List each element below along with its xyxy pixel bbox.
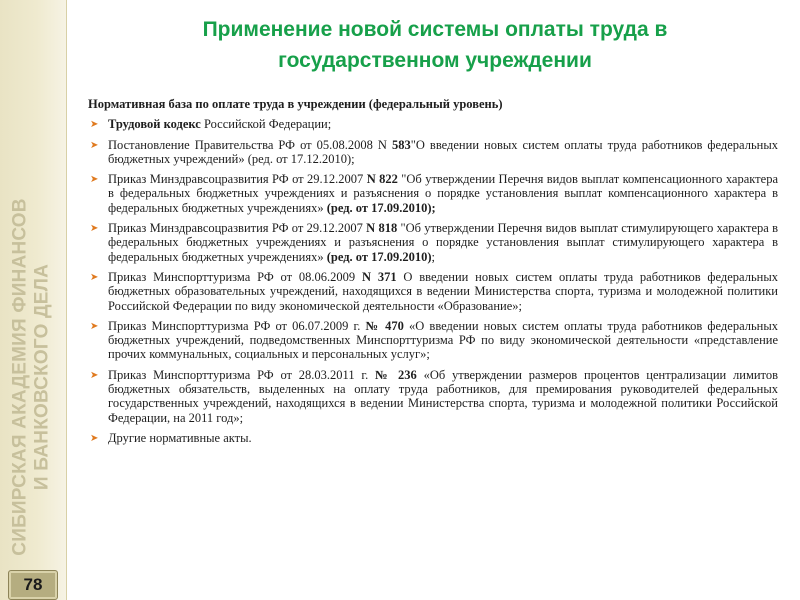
list-item-bold: № 470 <box>365 318 404 333</box>
slide-title <box>90 14 780 76</box>
list-item-bold: № 236 <box>375 367 417 382</box>
list-item-text: Приказ Минспорттуризма РФ от 28.03.2011 г. <box>108 367 376 382</box>
list-item <box>88 270 778 313</box>
slide-title-line2: государственном учреждении <box>278 49 592 72</box>
slide-number: 78 <box>8 570 58 600</box>
regulation-list <box>88 117 778 445</box>
list-item <box>88 117 778 131</box>
sidebar-strip <box>0 0 67 600</box>
list-item <box>88 431 778 445</box>
list-item <box>88 138 778 167</box>
list-item-text: ; <box>431 249 436 264</box>
list-item-bold: 583 <box>392 137 411 152</box>
arrow-bullet-icon: ➤ <box>90 432 99 444</box>
list-item-bold: (ред. от 17.09.2010); <box>326 200 436 215</box>
arrow-bullet-icon: ➤ <box>90 369 99 381</box>
list-item-text: Приказ Минздравсоцразвития РФ от 29.12.2007 <box>108 172 367 187</box>
academy-name-line1: СИБИРСКАЯ АКАДЕМИЯ ФИНАНСОВ <box>10 198 32 556</box>
slide-title-line1: Применение новой системы оплаты труда в <box>202 18 668 41</box>
academy-name <box>6 198 58 556</box>
list-item-bold: N 371 <box>361 269 397 284</box>
list-item-text: Приказ Минспорттуризма РФ от 06.07.2009 г. <box>108 318 366 333</box>
arrow-bullet-icon: ➤ <box>90 223 99 235</box>
list-item-text: О введении новых систем оплаты труда работников федеральных бюджетных образовательных учреждений, находящихся в ведении Министерства спорта, туризма и молодежной политики Российской Федерации по виду экономической деятельности «Образование»; <box>108 269 778 313</box>
list-item-text: Российской Федерации; <box>200 117 332 132</box>
section-heading: Нормативная база по оплате труда в учреждении (федеральный уровень) <box>88 97 503 111</box>
arrow-bullet-icon: ➤ <box>90 139 99 151</box>
list-item-bold: (ред. от 17.09.2010) <box>326 249 432 264</box>
list-item-bold: N 822 <box>366 172 398 187</box>
academy-name-line2: И БАНКОВСКОГО ДЕЛА <box>32 263 54 491</box>
list-item <box>88 221 778 264</box>
list-item <box>88 319 778 362</box>
list-item-text: Приказ Минспорттуризма РФ от 08.06.2009 <box>108 269 362 284</box>
list-item-text: «Об утверждении размеров процентов централизации лимитов бюджетных обязательств, выделенных на оплату труда работников, для премирования руководителей федеральных государственных учреждений, находящихся в ведении Министерства спорта, туризма и молодежной политики Российской Федерации, на 2011 год»; <box>108 367 778 425</box>
list-item-text: Постановление Правительства РФ от 05.08.2008 N <box>108 137 392 152</box>
list-item <box>88 368 778 425</box>
list-item-text: Приказ Минздравсоцразвития РФ от 29.12.2007 <box>108 221 367 236</box>
arrow-bullet-icon: ➤ <box>90 174 99 186</box>
arrow-bullet-icon: ➤ <box>90 271 99 283</box>
list-item-text: Другие нормативные акты. <box>108 430 252 445</box>
list-item-text: "Об утверждении Перечня видов выплат стимулирующего характера в федеральных бюджетных учреждениях и разъяснения о порядке установления выплат стимулирующего характера в федеральных бюджетных учреждениях» <box>108 221 778 264</box>
list-item-text: «О введении новых систем оплаты труда работников федеральных бюджетных учреждений, подведомственных Минспорттуризма РФ по виду экономической деятельности «представление прочих коммунальных, социальных и персональных услуг»; <box>108 318 779 362</box>
list-item-text: "Об утверждении Перечня видов выплат компенсационного характера в федеральных бюджетных учреждениях и разъяснения о порядке установления выплат компенсационного характера в федеральных бюджетных учреждениях» <box>108 172 778 215</box>
arrow-bullet-icon: ➤ <box>90 320 99 332</box>
arrow-bullet-icon: ➤ <box>90 119 99 131</box>
list-item-text: "О введении новых систем оплаты труда работников федеральных бюджетных учреждений» (ред. от 17.12.2010); <box>108 137 778 166</box>
list-item <box>88 172 778 215</box>
list-item-bold: N 818 <box>366 221 398 236</box>
list-item-bold: Трудовой кодекс <box>108 117 201 132</box>
slide-content <box>88 97 778 451</box>
